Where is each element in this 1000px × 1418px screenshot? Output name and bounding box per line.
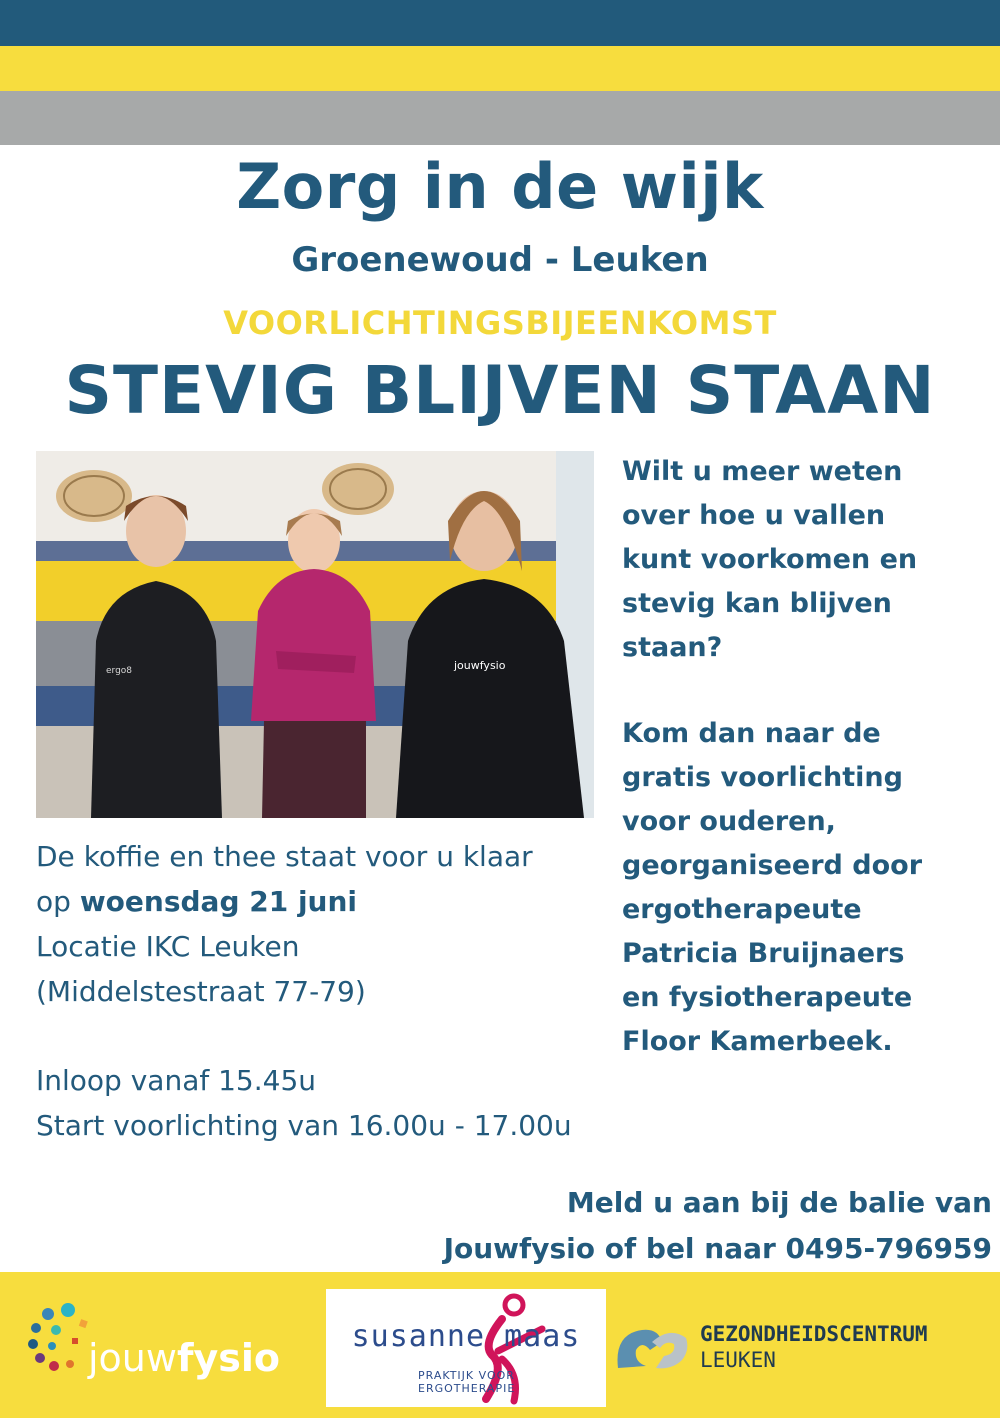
question-line: Wilt u meer weten [622,456,903,487]
team-photo [36,451,594,818]
invitation-line: Floor Kamerbeek. [622,1026,893,1057]
address-line: (Middelstestraat 77-79) [36,975,366,1008]
event-headline: STEVIG BLIJVEN STAAN [64,352,936,429]
signup-info [444,1180,992,1272]
gezondheidscentrum-name: GEZONDHEIDSCENTRUM [700,1322,928,1346]
date-line [36,879,606,924]
jouwfysio-logo [26,1302,306,1382]
question-line: over hoe u vallen [622,500,886,531]
gezondheidscentrum-place: LEUKEN [700,1348,776,1372]
invitation-line: gratis voorlichting [622,762,903,793]
page-subtitle: Groenewoud - Leuken [291,240,709,280]
invitation-text [622,450,982,1064]
shirt-logo-left: ergo8 [106,666,133,676]
susanne-maas-logo [326,1289,606,1407]
event-date: woensdag 21 juni [79,885,358,918]
team-photo-illustration [36,451,594,818]
invitation-line: ergotherapeute [622,894,862,925]
session-time: Start voorlichting van 16.00u - 17.00u [36,1109,572,1142]
dots-icon [26,1302,96,1382]
location-line: Locatie IKC Leuken [36,930,300,963]
question-line: staan? [622,632,723,663]
invitation-line: georganiseerd door [622,850,923,881]
event-type-label: VOORLICHTINGSBIJEENKOMST [223,304,777,342]
susanne-maas-tagline: PRAKTIJK VOOR ERGOTHERAPIE [418,1369,516,1395]
top-band-gray [0,91,1000,145]
invitation-line: Patricia Bruijnaers [622,938,905,969]
coffee-line: De koffie en thee staat voor u klaar [36,840,533,873]
invitation-line: en fysiotherapeute [622,982,913,1013]
question-line: stevig kan blijven [622,588,892,619]
page-title: Zorg in de wijk [236,150,764,223]
susanne-maas-name: susanne maas [351,1319,581,1354]
date-prefix: op [36,885,80,918]
walk-in-time: Inloop vanaf 15.45u [36,1064,317,1097]
event-details [36,834,606,1148]
invitation-line: Kom dan naar de [622,718,881,749]
sponsor-footer [0,1272,1000,1418]
shirt-logo-right: jouwfysio [454,659,506,672]
gezondheidscentrum-logo [612,1318,1000,1378]
question-line: kunt voorkomen en [622,544,918,575]
signup-phone-line: Jouwfysio of bel naar 0495-796959 [443,1232,992,1265]
invitation-line: voor ouderen, [622,806,836,837]
top-band-yellow [0,46,1000,91]
signup-line: Meld u aan bij de balie van [566,1186,992,1219]
jouwfysio-wordmark: jouwfysio [88,1336,281,1380]
gezondheidscentrum-icon [612,1320,692,1376]
top-band-blue [0,0,1000,46]
